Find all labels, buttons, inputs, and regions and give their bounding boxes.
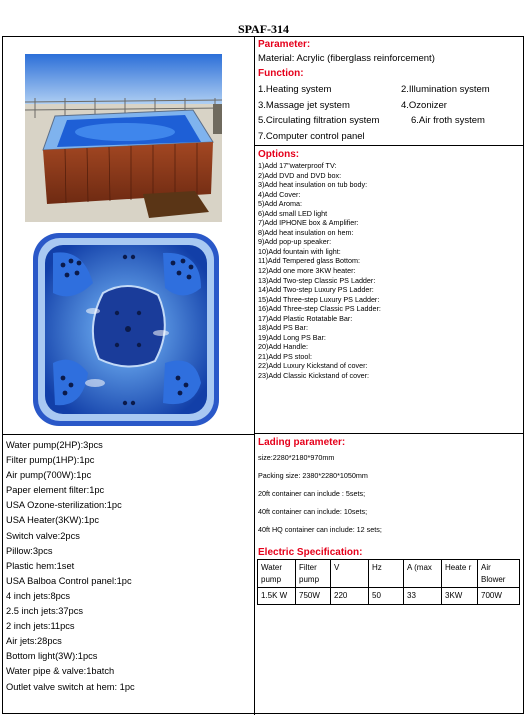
- photo-area: [3, 37, 254, 434]
- electric-heading: Electric Specification:: [258, 547, 363, 558]
- option-item: 4)Add Cover:: [258, 189, 301, 199]
- table-header-cell: A (max: [404, 560, 442, 588]
- function-item: 7.Computer control panel: [258, 130, 365, 142]
- table-header-cell: Heate r: [442, 560, 478, 588]
- option-item: 22)Add Luxury Kickstand of cover:: [258, 361, 368, 371]
- row-divider-options: [255, 145, 524, 146]
- table-cell: 50: [369, 588, 404, 605]
- function-heading: Function:: [258, 68, 304, 79]
- option-item: 6)Add small LED light: [258, 208, 328, 218]
- table-cell: 1.5K W: [258, 588, 296, 605]
- lading-40hq: 40ft HQ container can include: 12 sets;: [258, 525, 382, 534]
- option-item: 14)Add Two-step Luxury PS Ladder:: [258, 285, 374, 295]
- equipment-item: 2.5 inch jets:37pcs: [6, 606, 84, 617]
- table-header-cell: Filter pump: [296, 560, 331, 588]
- equipment-item: USA Heater(3KW):1pc: [6, 515, 100, 526]
- table-header-cell: V: [331, 560, 369, 588]
- options-heading: Options:: [258, 149, 300, 160]
- function-list: [258, 82, 523, 144]
- table-cell: 750W: [296, 588, 331, 605]
- parameter-heading: Parameter:: [258, 39, 311, 50]
- row-divider-lading: [255, 433, 524, 434]
- table-header-cell: Hz: [369, 560, 404, 588]
- options-section: [258, 149, 523, 381]
- equipment-item: Bottom light(3W):1pcs: [6, 651, 98, 662]
- option-item: 23)Add Classic Kickstand of cover:: [258, 371, 370, 381]
- hot-tub-top-view: [33, 233, 219, 426]
- equipment-item: USA Balboa Control panel:1pc: [6, 575, 132, 586]
- row-divider-left: [3, 434, 254, 435]
- spec-sheet: [2, 36, 524, 714]
- table-row: [258, 588, 520, 605]
- option-item: 5)Add Aroma:: [258, 199, 302, 209]
- function-item: 3.Massage jet system: [258, 99, 350, 111]
- option-item: 9)Add pop-up speaker:: [258, 237, 332, 247]
- option-item: 11)Add Tempered glass Bottom:: [258, 256, 361, 266]
- equipment-item: Air jets:28pcs: [6, 636, 62, 647]
- table-cell: 220: [331, 588, 369, 605]
- equipment-item: Outlet valve switch at hem: 1pc: [6, 681, 135, 692]
- option-item: 20)Add Handle:: [258, 342, 308, 352]
- function-row: [258, 98, 523, 114]
- option-item: 7)Add IPHONE box & Amplifier:: [258, 218, 359, 228]
- electric-spec-table: [257, 559, 520, 605]
- function-item: 6.Air froth system: [411, 115, 485, 126]
- table-header-cell: Water pump: [258, 560, 296, 588]
- table-cell: 33: [404, 588, 442, 605]
- option-item: 19)Add Long PS Bar:: [258, 332, 326, 342]
- equipment-item: Air pump(700W):1pc: [6, 470, 92, 481]
- function-item: 4.Ozonizer: [401, 99, 447, 111]
- lading-packing: Packing size: 2380*2280*1050mm: [258, 471, 368, 480]
- equipment-item: Water pipe & valve:1batch: [6, 666, 115, 677]
- option-item: 2)Add DVD and DVD box:: [258, 170, 342, 180]
- option-item: 15)Add Three-step Luxury PS Ladder:: [258, 294, 380, 304]
- equipment-item: Water pump(2HP):3pcs: [6, 440, 103, 450]
- option-item: 16)Add Three-step Classic PS Ladder:: [258, 304, 381, 314]
- option-item: 12)Add one more 3KW heater:: [258, 266, 356, 276]
- equipment-item: 2 inch jets:11pcs: [6, 621, 75, 632]
- material-text: Material: Acrylic (fiberglass reinforcement): [258, 53, 435, 64]
- equipment-item: USA Ozone-sterilization:1pc: [6, 500, 122, 511]
- equipment-item: Paper element filter:1pc: [6, 485, 105, 496]
- model-title: SPAF-314: [237, 22, 290, 36]
- option-item: 1)Add 17"waterproof TV:: [258, 161, 337, 170]
- lading-size: size:2280*2180*970mm: [258, 453, 335, 462]
- equipment-item: 4 inch jets:8pcs: [6, 590, 71, 601]
- function-row: [258, 82, 523, 98]
- equipment-item: Switch valve:2pcs: [6, 530, 80, 541]
- equipment-item: Pillow:3pcs: [6, 545, 53, 556]
- option-item: 21)Add PS stool:: [258, 351, 312, 361]
- option-item: 18)Add PS Bar:: [258, 323, 308, 333]
- function-item: 5.Circulating filtration system: [258, 115, 380, 126]
- hot-tub-photo: [25, 54, 222, 222]
- table-cell: 700W: [478, 588, 520, 605]
- function-item: 1.Heating system: [258, 84, 332, 95]
- lading-heading: Lading parameter:: [258, 437, 346, 448]
- option-item: 3)Add heat insulation on tub body:: [258, 180, 368, 190]
- function-row: [258, 113, 523, 129]
- lading-20ft: 20ft container can include : 5sets;: [258, 489, 366, 498]
- equipment-list: [6, 438, 252, 695]
- lading-section: [258, 437, 523, 534]
- table-header-row: [258, 560, 520, 588]
- function-item: 2.Illumination system: [401, 84, 490, 95]
- option-item: 10)Add fountain with light:: [258, 246, 341, 256]
- parameter-section: [258, 39, 523, 144]
- option-item: 13)Add Two-step Classic PS Ladder:: [258, 275, 376, 285]
- equipment-item: Filter pump(1HP):1pc: [6, 455, 95, 466]
- table-cell: 3KW: [442, 588, 478, 605]
- function-row: [258, 129, 523, 145]
- equipment-item: Plastic hem:1set: [6, 560, 75, 571]
- option-item: 17)Add Plastic Rotatable Bar:: [258, 313, 353, 323]
- table-header-cell: Air Blower: [478, 560, 520, 588]
- column-divider: [254, 37, 255, 715]
- option-item: 8)Add heat insulation on hem:: [258, 227, 354, 237]
- lading-40ft: 40ft container can include: 10sets;: [258, 507, 368, 516]
